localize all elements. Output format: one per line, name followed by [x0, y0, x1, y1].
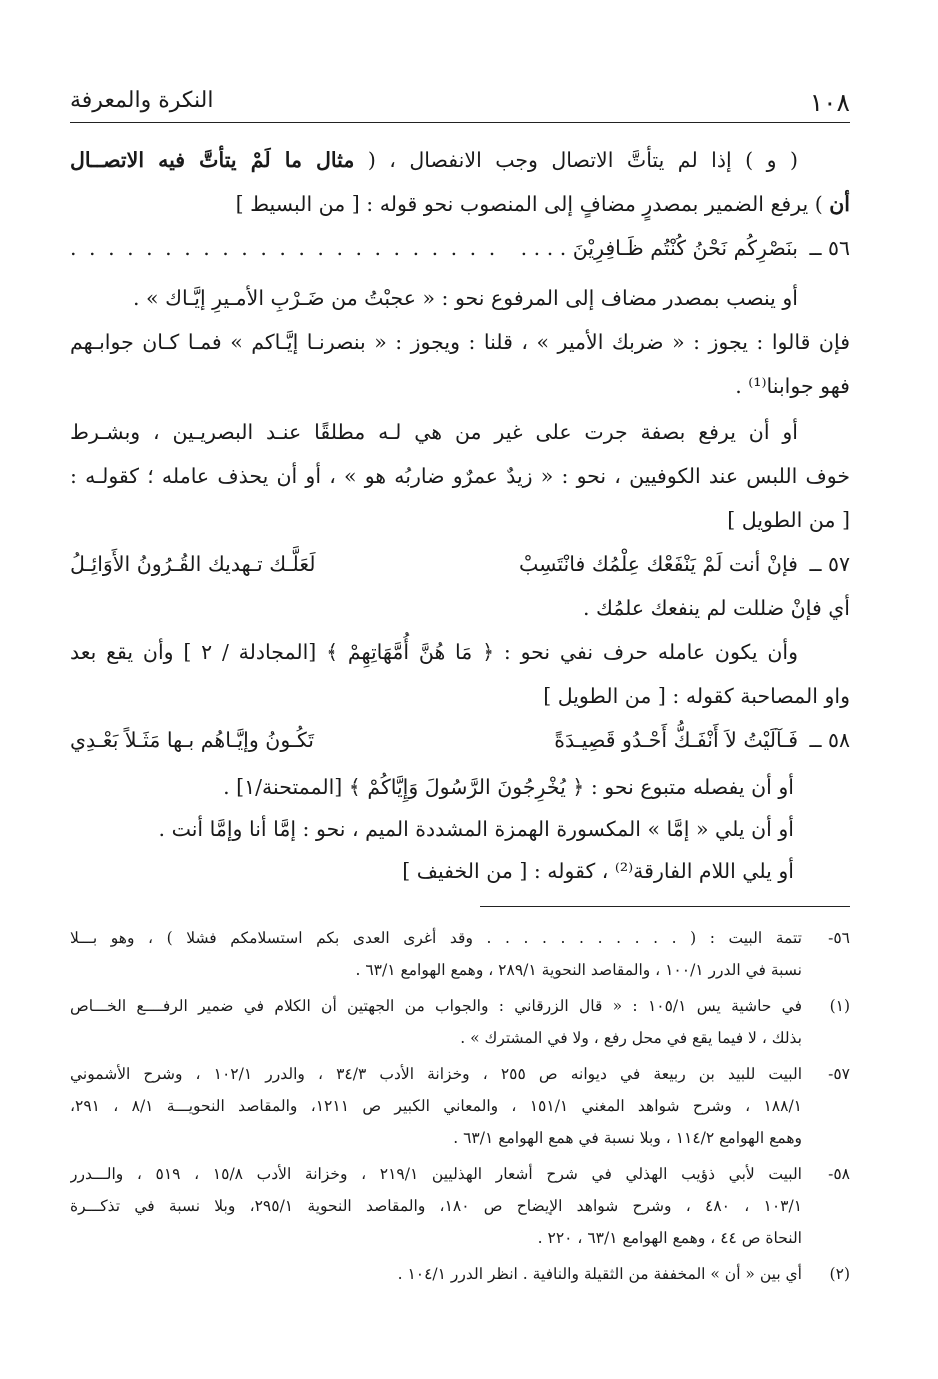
footnote-2 [70, 1258, 850, 1290]
footnote-key: (١) [829, 997, 850, 1015]
footnote-line: ١٠٣/١ ، ٤٨٠ ، وشرح شواهد الإيضاح ص ١٨٠، والمقاصد النحوية ٢٩٥/١، وبلا نسبة في تذكـــرة [70, 1197, 803, 1215]
footnote-key: ٥٧- [828, 1065, 850, 1083]
page-number: ١٠٨ [809, 88, 850, 117]
text-run: ) يرفع الضمير بمصدرٍ مضافٍ إلى المنصوب نحو قوله : [ من البسيط ] [235, 192, 830, 216]
paragraph-line: فهو جوابنا⁽¹⁾ . [735, 374, 850, 398]
paragraph-line: أو يلي اللام الفارقة⁽²⁾ ، كقوله : [ من الخفيف ] [402, 859, 794, 883]
bold-example-heading: مثال ما لَمْ يتأتَّ فيه الاتصــال [70, 148, 355, 172]
footnote-separator [480, 906, 850, 907]
verse-elided-second-hemistich: . . . . . . . . . . . . . . . . . . . . . . . [70, 236, 499, 260]
verse-second-hemistich: لَعَلَّـك تـهديك القُـرُونُ الأَوَائِـلُ [70, 552, 316, 576]
footnote-line: بذلك ، لا فيما يقع في محل رفع ، ولا في المشترك » . [460, 1029, 802, 1047]
paragraph-line: وأن يكون عامله حرف نفي نحو : ﴿ مَا هُنَّ أُمَّهَاتِهِمْ ﴾ [المجادلة / ٢ ] وأن يقع بعد [70, 640, 798, 664]
paragraph-line: أو أن يرفع بصفة جرت على غير من هي لـه مطلقًا عنـد البصريـين ، وبشـرط [70, 420, 798, 444]
footnote-line: وهمع الهوامع ١١٤/٢ ، وبلا نسبة في همع الهوامع ٦٣/١ . [453, 1129, 802, 1147]
paragraph-line: أو أن يفصله متبوع نحو : ﴿ يُخْرِجُونَ الرَّسُولَ وَإِيَّاكُمْ ﴾ [الممتحنة/١] . [223, 775, 794, 799]
verse-first-hemistich: بنَصْرِكُم نَحْنُ كُنْتُم ظَـافِرِيْنَ . . . . [520, 236, 798, 260]
paragraph-line: فإن قالوا : يجوز : « ضربك الأمير » ، قلنا : ويجوز : « بنصرنـا إيَّـاكم » فمـا كـان جوابـهم [70, 330, 850, 354]
verse-number: ٥٨ ــ [809, 728, 850, 752]
paragraph-line: واو المصاحبة كقوله : [ من الطويل ] [543, 684, 850, 708]
footnote-line: نسبة في الدرر ١٠٠/١ ، والمقاصد النحوية ٢٨٩/١ ، وهمع الهوامع ٦٣/١ . [355, 961, 802, 979]
paragraph-line: خوف اللبس عند الكوفيين ، نحو : « زيدٌ عمرٌو ضاربُه هو » ، أو أن يحذف عامله ؛ كقولـه : [70, 464, 850, 488]
paragraph-line: أو أن يلي « إمَّا » المكسورة الهمزة المشددة الميم ، نحو : إمَّا أنا وإمَّا أنت . [158, 817, 794, 841]
verse-57 [70, 542, 850, 586]
paragraph-line: أي فإنْ ضللت لم ينفعك علمُك . [582, 596, 850, 620]
footnote-text: البيت لأبي ذؤيب الهذلي في شرح أشعار الهذليين ٢١٩/١ ، وخزانة الأدب ١٥/٨ ، ٥١٩ ، والـــدرر [70, 1165, 802, 1183]
footnote-text: في حاشية يس ١٠٥/١ : « قال الزرقاني : والجواب من الجهتين أن الكلام في ضمير الرفــــع الخـــاص [70, 997, 803, 1015]
verse-58 [70, 718, 850, 762]
verse-number: ٥٦ ــ [809, 236, 850, 260]
chapter-title: النكرة والمعرفة [70, 88, 214, 113]
paragraph-line [70, 182, 850, 226]
verse-first-hemistich: فَـآلَيْتُ لاَ أَنْفَـكُّ أَحْـدُو قَصِيـدَةً [554, 728, 798, 752]
verse-number: ٥٧ ــ [809, 552, 850, 576]
verse-second-hemistich: تَكُـونُ وإيَّـاهُم بـها مَثَـلاً بَعْـدِي [70, 728, 314, 752]
paragraph-line [70, 138, 850, 182]
footnote-56 [70, 922, 850, 954]
footnote-line: النحاة ص ٤٤ ، وهمع الهوامع ٦٣/١ ، ٢٢٠ . [537, 1229, 802, 1247]
paragraph-line: [ من الطويل ] [727, 508, 850, 532]
footnote-line: ١٨٨/١ ، وشرح شواهد المغني ١٥١/١ ، والمعاني الكبير ص ١٢١١، والمقاصد النحويـــة ٨/١ ، ٢٩١، [70, 1097, 803, 1115]
footnote-key: ٥٦- [828, 929, 850, 947]
verse-56 [70, 226, 850, 270]
text-run: ( و ) إذا لم يتأتَّ الاتصال وجب الانفصال ، ( [354, 148, 798, 172]
main-text [70, 138, 850, 892]
footnote-57 [70, 1058, 850, 1090]
footnote-1 [70, 990, 850, 1022]
footnotes [70, 922, 850, 1290]
footnote-58 [70, 1158, 850, 1190]
footnote-text: أي بين « أن » المخففة من الثقيلة والنافية . انظر الدرر ١٠٤/١ . [397, 1265, 802, 1283]
paragraph-line: أو ينصب بمصدر مضاف إلى المرفوع نحو : « عجبْتُ من ضَـرْبِ الأمـيرِ إيَّـاك » . [133, 286, 798, 310]
bold-example-heading: أن [829, 192, 850, 216]
footnote-text: البيت للبيد بن ربيعة في ديوانه ص ٢٥٥ ، وخزانة الأدب ٣٤/٣ ، والدرر ١٠٢/١ ، وشرح الأشموني [70, 1065, 803, 1083]
footnote-key: ٥٨- [828, 1165, 850, 1183]
verse-first-hemistich: فإنْ أنت لَمْ يَنْفَعْك عِلْمُك فانْتَسِبْ [518, 552, 798, 576]
footnote-key: (٢) [829, 1265, 850, 1283]
footnote-text: تتمة البيت : ( . . . . . . . . . . . وقد أغرى العدى بكم استسلامكم فشلا ) ، وهو بـــلا [70, 929, 802, 947]
page-header [70, 86, 850, 123]
